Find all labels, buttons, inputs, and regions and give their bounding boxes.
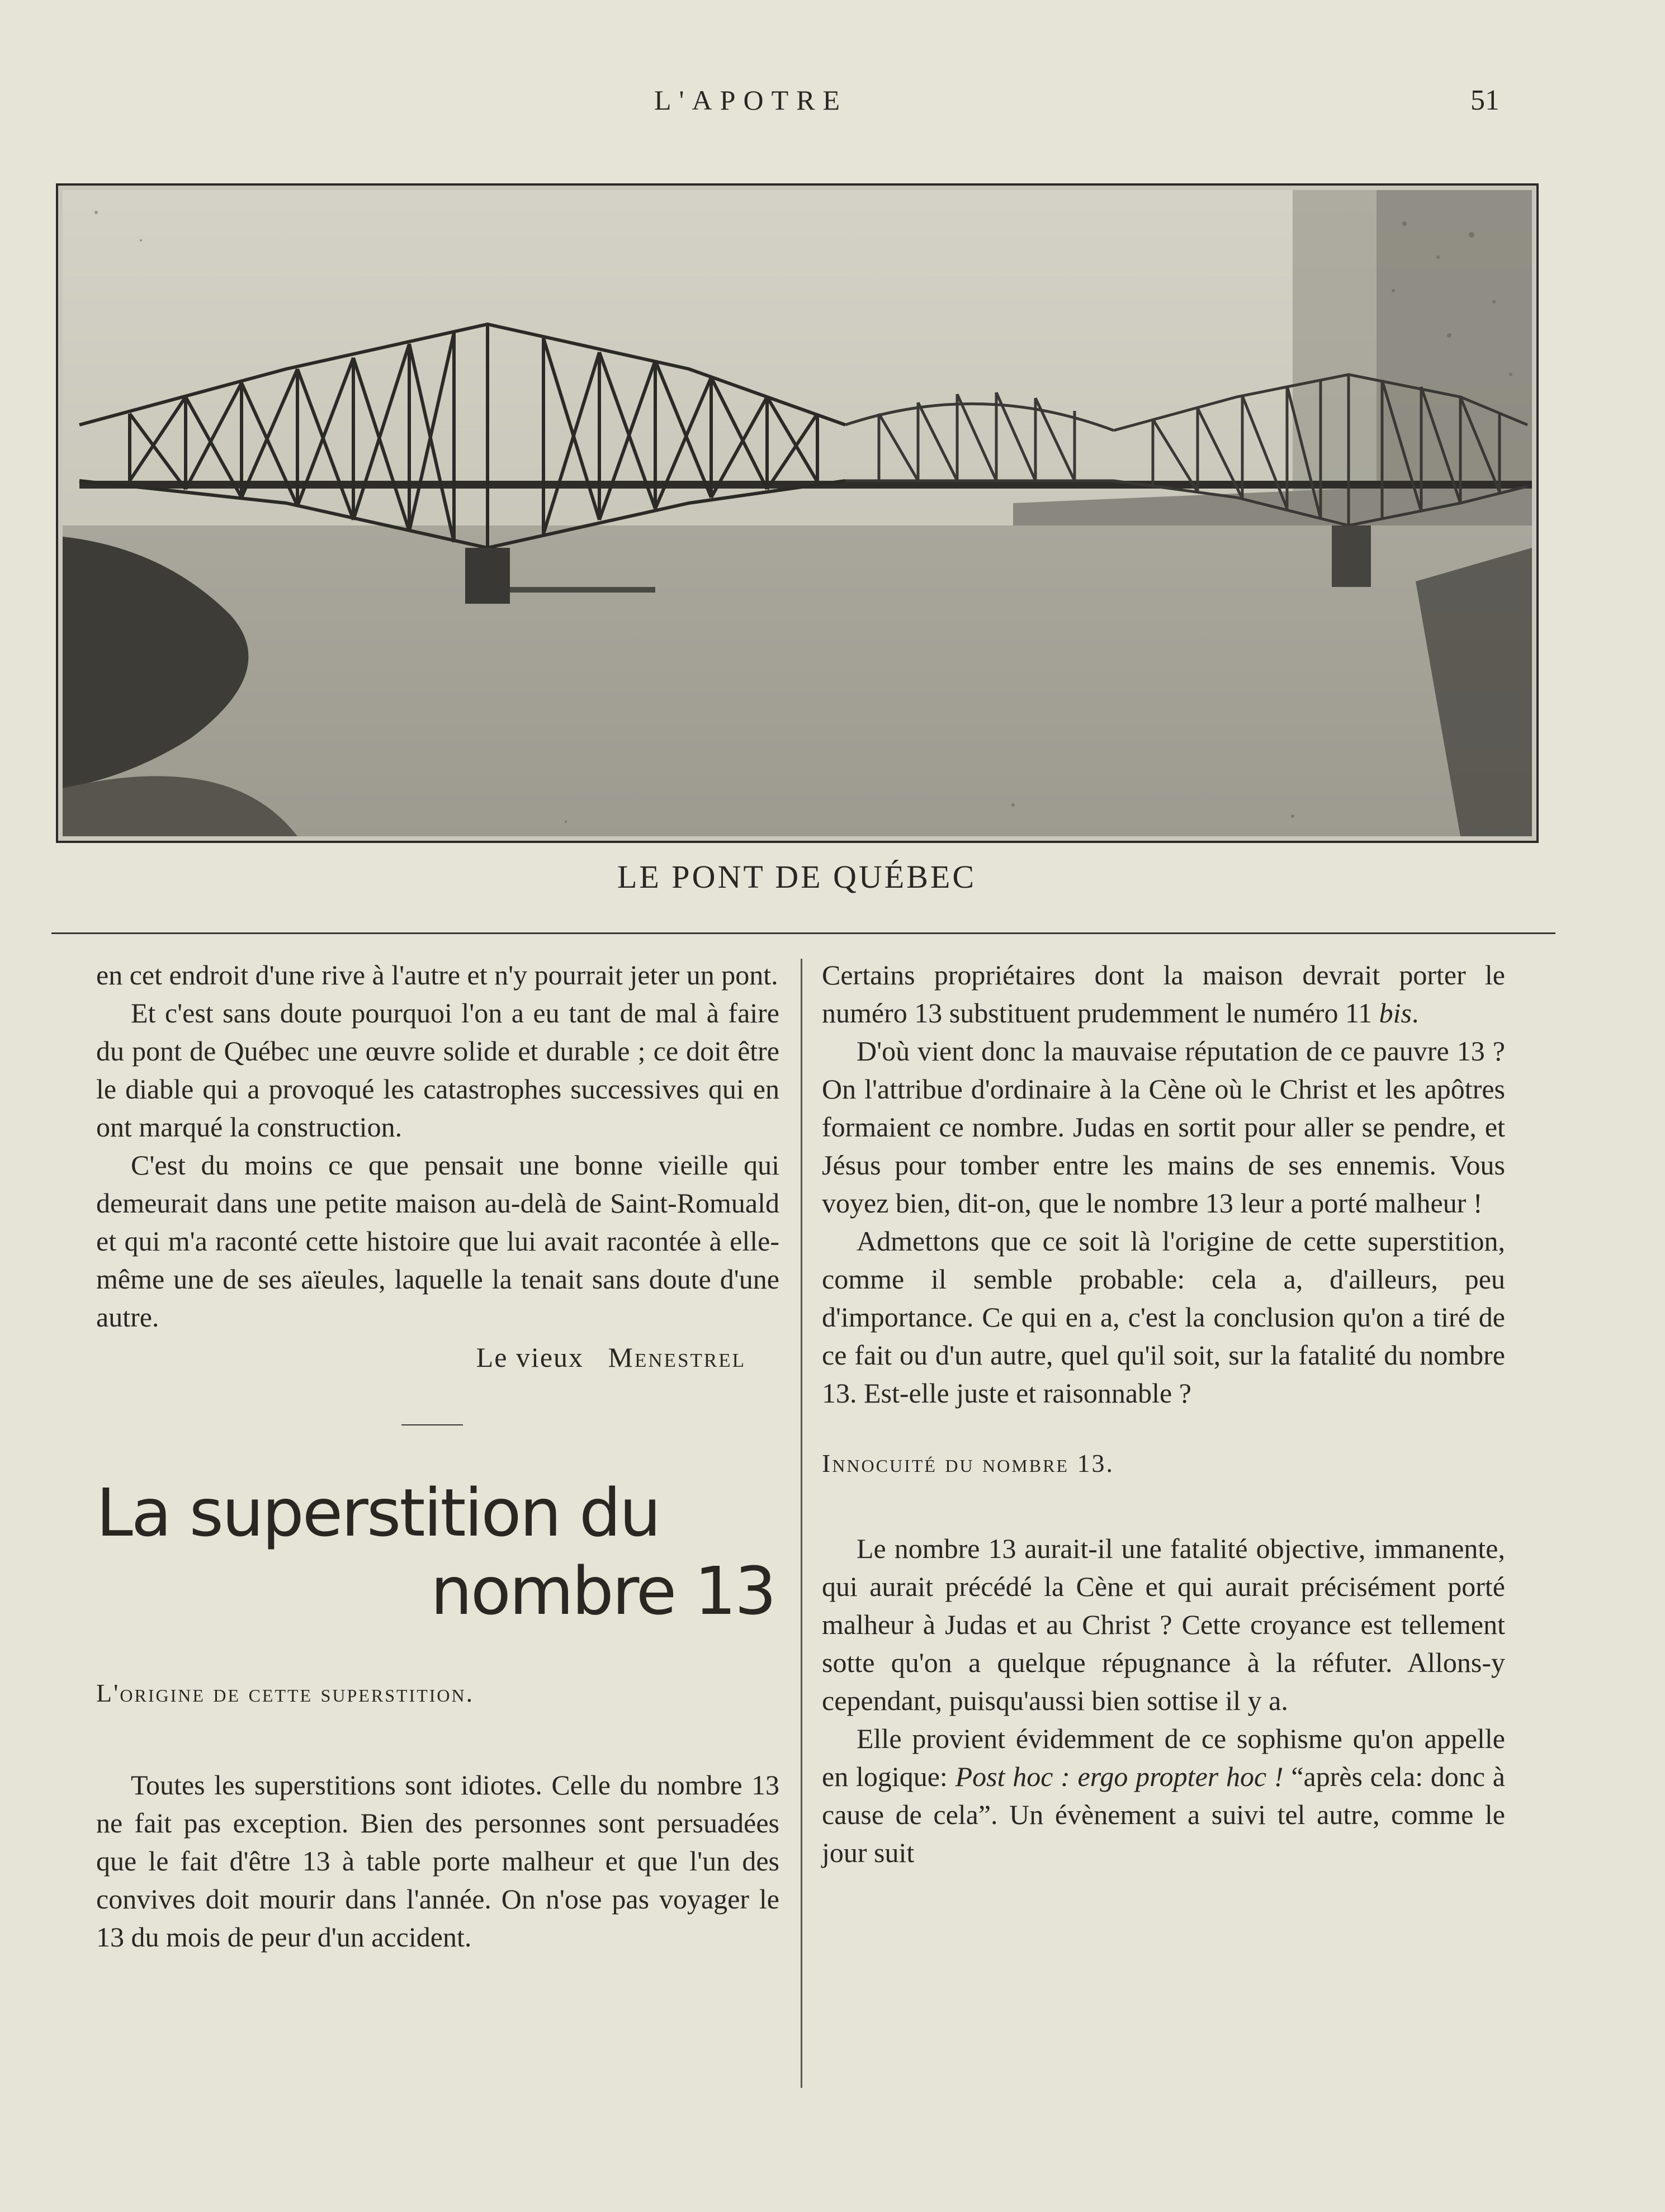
author-signature xyxy=(96,1338,779,1376)
figure-caption: LE PONT DE QUÉBEC xyxy=(617,859,977,895)
page-header xyxy=(0,78,1665,123)
paragraph: C'est du moins ce que pensait une bonne vieille qui demeurait dans une petite maison au-delà de Saint-Romuald et qui m'a raconté cette histoire que lui avait racontée à elle-même une de ses aïeules, laquelle la tenait sans doute d'une autre. xyxy=(96,1149,779,1333)
page-number: 51 xyxy=(1470,84,1500,116)
horizontal-rule xyxy=(51,932,1555,934)
paragraph: Et c'est sans doute pourquoi l'on a eu tant de mal à faire du pont de Québec une œuvre solide et durable ; ce doit être le diable qui a provoqué les catastrophes successives qui en ont marqué la construction. xyxy=(96,997,779,1143)
paragraph xyxy=(822,956,1505,1032)
paragraph-text: “après cela: donc à cause de cela”. Un évènement a suivi tel autre, comme le jour suit xyxy=(822,1761,1506,1868)
paragraph: Admettons que ce soit là l'origine de cette superstition, comme il semble probable: cela a, d'ailleurs, peu d'importance. Ce qui en a, c'est la conclusion qu'on a tiré de ce fait ou d'un autre, quel qu'il soit, sur la fatalité du nombre 13. Est-elle juste et raisonnable ? xyxy=(822,1225,1505,1409)
paragraph: Toutes les superstitions sont idiotes. Celle du nombre 13 ne fait pas exception. Bien des personnes sont persuadées que le fait d'être 13 à table porte malheur et que l'un des convives doit mourir dans l'année. On n'ose pas voyager le 13 du mois de peur d'un accident. xyxy=(96,1769,779,1953)
article-title-line2: nombre 13 xyxy=(430,1552,775,1630)
bridge-photograph xyxy=(56,183,1539,843)
paragraph xyxy=(822,1720,1505,1872)
section-heading: L'origine de cette superstition. xyxy=(96,1679,475,1708)
paragraph: D'où vient donc la mauvaise réputation de ce pauvre 13 ? On l'attribue d'ordinaire à la Cène où le Christ et les apôtres formaient ce nombre. Judas en sortit pour aller se pendre, et Jésus pour tomber entre les mains de ses ennemis. Vous voyez bien, dit-on, que le nombre 13 leur a porté malheur ! xyxy=(822,1035,1505,1219)
paragraph: Le nombre 13 aurait-il une fatalité objective, immanente, qui aurait précédé la Cène et qui aurait précisément porté malheur à Judas et au Christ ? Cette croyance est tellement sotte qu'on a quelque répugnance à la réfuter. Allons-y cependant, puisqu'aussi bien sottise il y a. xyxy=(822,1533,1505,1716)
italic-text: bis xyxy=(1379,997,1412,1029)
left-column xyxy=(96,956,779,1956)
section-divider xyxy=(401,1424,463,1425)
article-title-line1: La superstition du xyxy=(96,1474,660,1551)
paragraph-text: Elle provient évidemment de ce sophisme qu'on appelle en logique: xyxy=(822,1723,1505,1792)
italic-text: Post hoc : ergo propter hoc ! xyxy=(955,1761,1284,1792)
column-divider xyxy=(801,959,802,2088)
paragraph-text: Certains propriétaires dont la maison devrait porter le numéro 13 substituent prudemment le numéro 11 xyxy=(822,959,1505,1029)
signature-prefix: Le vieux xyxy=(476,1342,584,1373)
article-title xyxy=(96,1474,779,1630)
section-heading: Innocuité du nombre 13. xyxy=(822,1449,1114,1477)
paragraph: en cet endroit d'une rive à l'autre et n'y pourrait jeter un pont. xyxy=(96,959,778,991)
paragraph-text: . xyxy=(1411,997,1419,1029)
signature-name: Menestrel xyxy=(608,1342,746,1373)
quebec-bridge-image xyxy=(63,190,1532,836)
running-title: L'APOTRE xyxy=(654,84,848,116)
right-column xyxy=(822,956,1505,1872)
